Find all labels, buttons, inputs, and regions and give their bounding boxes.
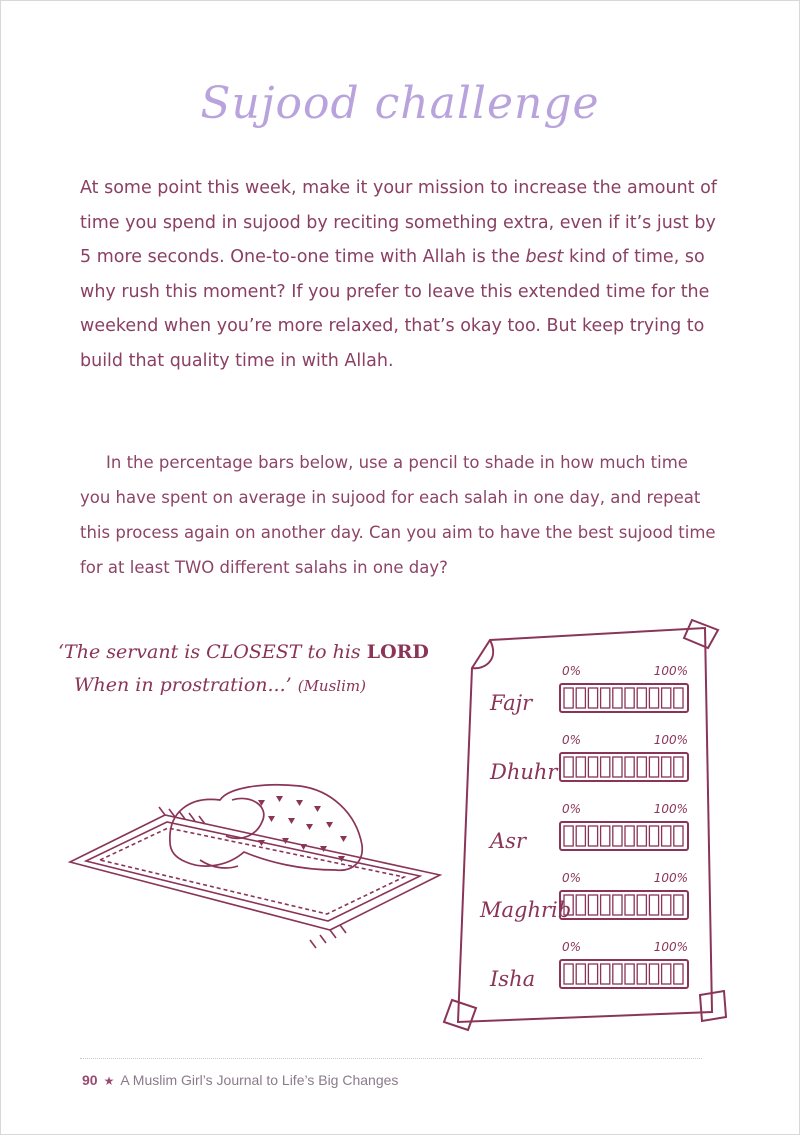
quote-line-2: When in prostration...’ (Muslim): [74, 674, 366, 696]
bar-max-label: 100%: [653, 733, 688, 747]
bar-segment: [564, 826, 573, 846]
bar-segment: [613, 826, 622, 846]
bar-segment: [613, 964, 622, 984]
intro-paragraph: [80, 171, 720, 378]
salah-tracker: [479, 664, 688, 991]
salah-row-isha: [489, 940, 688, 991]
book-title: A Muslim Girl’s Journal to Life’s Big Changes: [120, 1072, 399, 1088]
bar-segment: [625, 895, 634, 915]
bar-segment: [588, 688, 597, 708]
bar-segment: [674, 826, 683, 846]
bar-segment: [601, 895, 610, 915]
bar-segment: [662, 895, 671, 915]
bar-segment: [601, 757, 610, 777]
bar-min-label: 0%: [562, 871, 582, 885]
bar-segment: [613, 895, 622, 915]
bar-segment: [601, 688, 610, 708]
bar-segment: [576, 757, 585, 777]
bar-segment: [637, 826, 646, 846]
bar-min-label: 0%: [562, 802, 582, 816]
prayer-mat-icon: [70, 807, 440, 948]
illustration: [0, 600, 800, 1050]
footer-divider: [80, 1058, 702, 1059]
bar-segment: [674, 688, 683, 708]
bar-segment: [637, 688, 646, 708]
bar-max-label: 100%: [653, 871, 688, 885]
bar-segment: [674, 964, 683, 984]
bar-segment: [625, 964, 634, 984]
bar-segment: [576, 688, 585, 708]
intro-emphasis: best: [525, 247, 564, 267]
bar-min-label: 0%: [562, 940, 582, 954]
bar-segment: [601, 826, 610, 846]
bar-segment: [588, 826, 597, 846]
star-icon: ★: [103, 1074, 115, 1088]
bar-max-label: 100%: [653, 802, 688, 816]
instruction-paragraph: [80, 445, 720, 585]
intro-text-start: At some point this week, make it your mission to increase the amount of time you spend in sujood by reciting something extra, even if it’s just by 5 more seconds. One-to-one time with Allah is the: [80, 178, 717, 267]
salah-name: Asr: [490, 829, 526, 853]
salah-name: Fajr: [490, 691, 533, 715]
bar-segment: [649, 757, 658, 777]
quote-line-1: ‘The servant is CLOSEST to his LORD: [58, 641, 429, 663]
bar-segment: [674, 757, 683, 777]
bar-segment: [564, 757, 573, 777]
bar-segment: [564, 964, 573, 984]
bar-segment: [637, 757, 646, 777]
salah-row-asr: [488, 802, 688, 853]
bar-segment: [601, 964, 610, 984]
bar-segment: [625, 688, 634, 708]
bar-segment: [588, 895, 597, 915]
intro-text-end: kind of time, so why rush this moment? If you prefer to leave this extended time for the weekend when you’re more relaxed, that’s okay too. But keep trying to build that quality time in with Allah.: [80, 247, 710, 371]
bar-segment: [625, 757, 634, 777]
bar-segment: [576, 895, 585, 915]
bar-min-label: 0%: [562, 664, 582, 678]
bar-segment: [637, 964, 646, 984]
bar-segment: [662, 757, 671, 777]
salah-name: Isha: [490, 967, 536, 991]
bar-segment: [613, 757, 622, 777]
bar-segment: [649, 688, 658, 708]
bar-segment: [649, 964, 658, 984]
salah-name: Maghrib: [480, 898, 572, 922]
bar-segment: [588, 964, 597, 984]
page-title: Sujood challenge: [200, 78, 600, 129]
bar-max-label: 100%: [653, 664, 688, 678]
bar-segment: [588, 757, 597, 777]
salah-row-fajr: [489, 664, 688, 715]
instruction-text: In the percentage bars below, use a pencil to shade in how much time you have spent on average in sujood for each salah in one day, and repeat this process again on another day. Can you aim to have the best sujood time for at least TWO different salahs in one day?: [80, 453, 716, 577]
bar-segment: [637, 895, 646, 915]
bar-segment: [662, 826, 671, 846]
page-footer: [82, 1072, 398, 1088]
bar-min-label: 0%: [562, 733, 582, 747]
bar-segment: [662, 964, 671, 984]
bar-segment: [576, 826, 585, 846]
quote-source: (Muslim): [297, 677, 366, 695]
salah-row-dhuhr: [489, 733, 688, 784]
bar-segment: [674, 895, 683, 915]
bar-segment: [649, 826, 658, 846]
bar-segment: [625, 826, 634, 846]
salah-name: Dhuhr: [490, 760, 558, 784]
bar-segment: [662, 688, 671, 708]
page-number: 90: [82, 1072, 98, 1088]
bar-segment: [649, 895, 658, 915]
bar-max-label: 100%: [653, 940, 688, 954]
bar-segment: [564, 688, 573, 708]
quote-lord: LORD: [366, 641, 429, 663]
bar-segment: [576, 964, 585, 984]
bar-segment: [613, 688, 622, 708]
salah-row-maghrib: [479, 871, 688, 922]
